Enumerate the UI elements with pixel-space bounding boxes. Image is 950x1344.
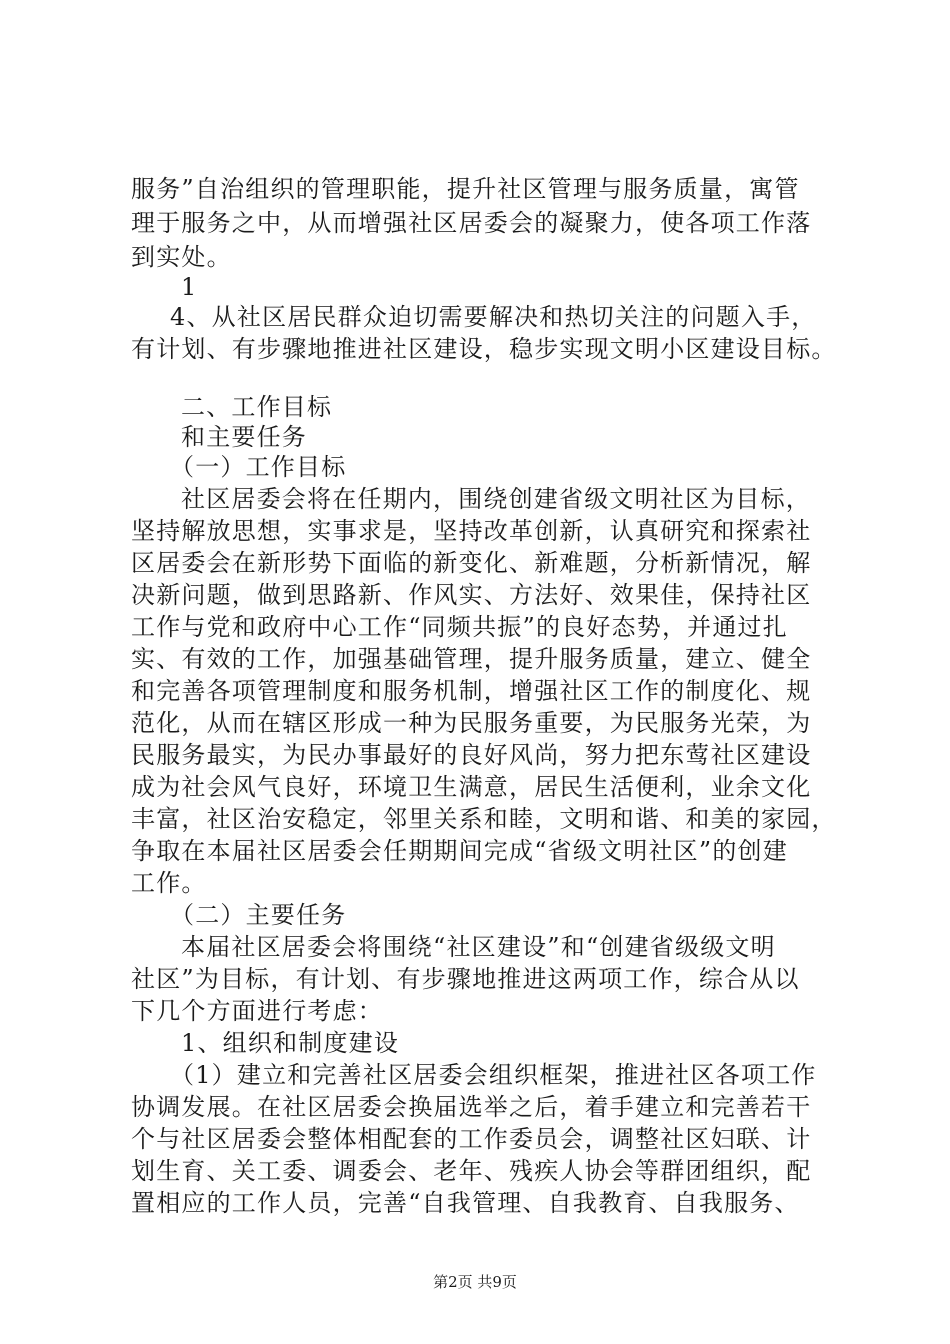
text-line: 范化，从而在辖区形成一种为民服务重要，为民服务光荣，为 [131, 709, 812, 737]
subsection-heading: （一）工作目标 [170, 453, 347, 481]
text-line: 实、有效的工作，加强基础管理，提升服务质量，建立、健全 [131, 645, 812, 673]
text-line: 决新问题，做到思路新、作风实、方法好、效果佳，保持社区 [131, 581, 812, 609]
section-heading-cont: 和主要任务 [181, 423, 307, 451]
text-line: 争取在本届社区居委会任期期间完成“省级文明社区”的创建 [131, 837, 788, 865]
text-line: 有计划、有步骤地推进社区建设，稳步实现文明小区建设目标。 [131, 335, 837, 363]
text-line: 成为社会风气良好，环境卫生满意，居民生活便利，业余文化 [131, 773, 812, 801]
text-line: 置相应的工作人员，完善“自我管理、自我教育、自我服务、 [131, 1189, 800, 1217]
text-line: 协调发展。在社区居委会换届选举之后，着手建立和完善若干 [131, 1093, 812, 1121]
text-line: 个与社区居委会整体相配套的工作委员会，调整社区妇联、计 [131, 1125, 812, 1153]
text-line: 区居委会在新形势下面临的新变化、新难题，分析新情况，解 [131, 549, 812, 577]
text-line: 工作与党和政府中心工作“同频共振”的良好态势，并通过扎 [131, 613, 788, 641]
section-heading: 二、工作目标 [181, 393, 333, 421]
text-line: 和完善各项管理制度和服务机制，增强社区工作的制度化、规 [131, 677, 812, 705]
text-line: （1）建立和完善社区居委会组织框架，推进社区各项工作 [170, 1061, 817, 1089]
footnote-marker: 1 [181, 273, 198, 301]
text-line: 社区”为目标，有计划、有步骤地推进这两项工作，综合从以 [131, 965, 800, 993]
text-line: 下几个方面进行考虑： [131, 997, 383, 1025]
subsection-heading: （二）主要任务 [170, 901, 347, 929]
text-line: 4、从社区居民群众迫切需要解决和热切关注的问题入手， [170, 303, 817, 331]
text-line: 工作。 [131, 869, 207, 897]
item-heading: 1、组织和制度建设 [181, 1029, 400, 1057]
text-line: 民服务最实，为民办事最好的良好风尚，努力把东莺社区建设 [131, 741, 812, 769]
text-line: 理于服务之中，从而增强社区居委会的凝聚力，使各项工作落 [131, 209, 812, 237]
text-line: 社区居委会将在任期内，围绕创建省级文明社区为目标， [181, 485, 811, 513]
text-line: 丰富，社区治安稳定，邻里关系和睦，文明和谐、和美的家园， [131, 805, 837, 833]
page-footer: 第2页 共9页 [433, 1273, 517, 1291]
text-line: 到实处。 [131, 243, 232, 271]
text-line: 坚持解放思想，实事求是，坚持改革创新，认真研究和探索社 [131, 517, 812, 545]
text-line: 划生育、关工委、调委会、老年、残疾人协会等群团组织，配 [131, 1157, 812, 1185]
text-line: 本届社区居委会将围绕“社区建设”和“创建省级级文明 [181, 933, 776, 961]
text-line: 服务”自治组织的管理职能，提升社区管理与服务质量，寓管 [131, 175, 800, 203]
